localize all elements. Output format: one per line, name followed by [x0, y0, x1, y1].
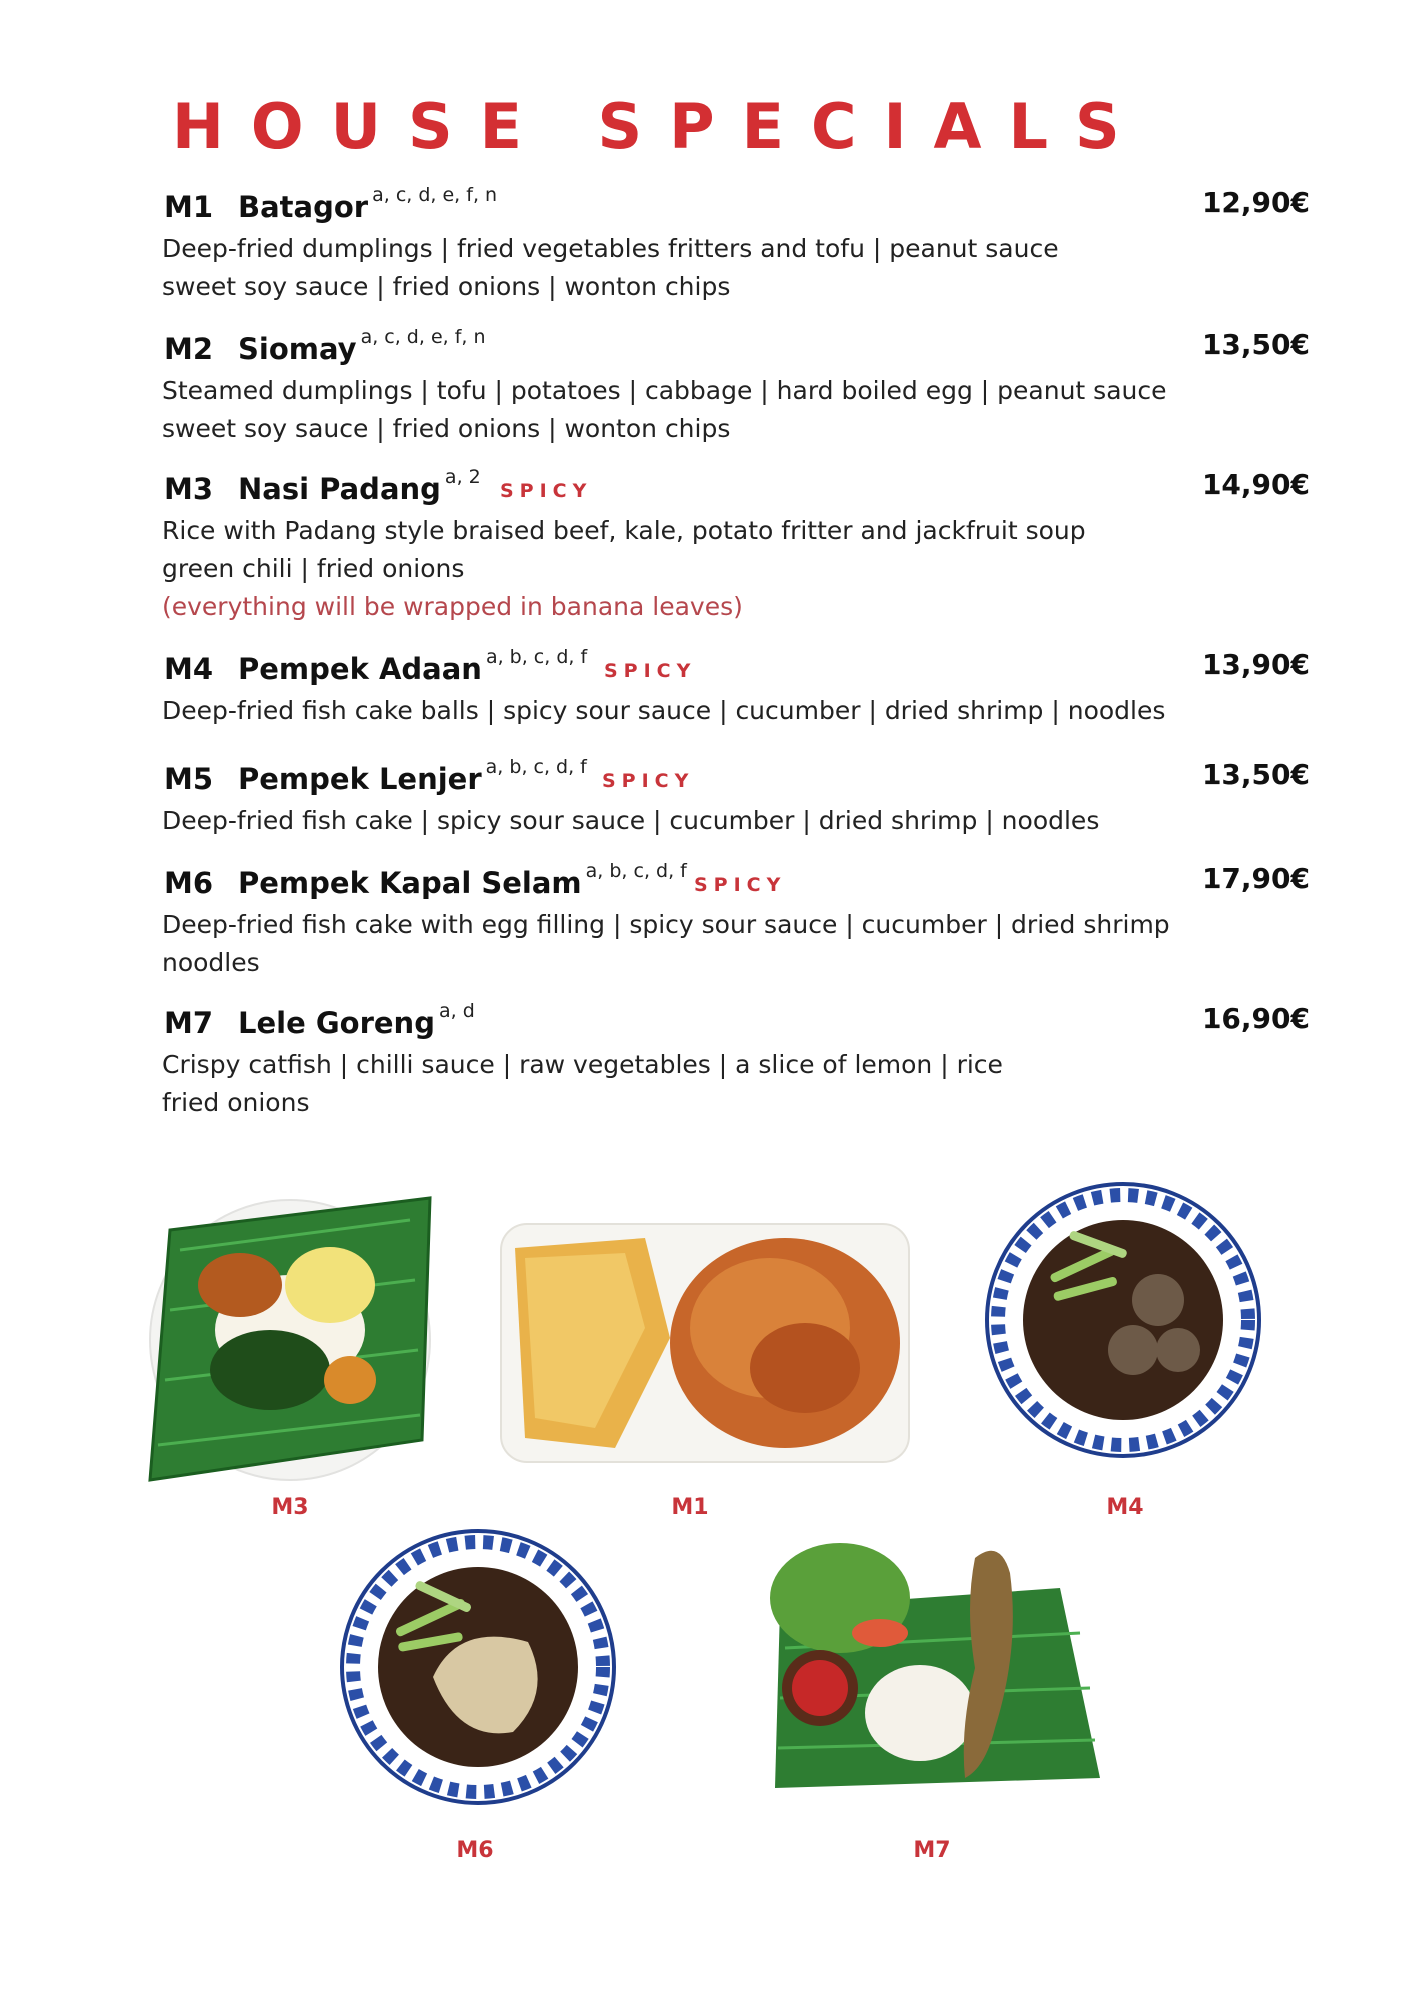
item-description-line: Crispy catfish | chilli sauce | raw vegetables | a slice of lemon | rice [162, 1050, 1003, 1079]
menu-item-m1 [160, 180, 1310, 306]
item-name: Lele Goreng $^{a, d}$ [238, 1000, 475, 1040]
item-code: M7 [164, 1006, 214, 1040]
item-code: M6 [164, 866, 214, 900]
spicy-badge: SPICY [694, 874, 787, 896]
item-name: Nasi Padang $^{a, 2}$ [238, 466, 481, 506]
item-price: 12,90€ [1201, 186, 1310, 219]
item-allergens: a, b, c, d, f [485, 756, 587, 778]
item-description-line: noodles [162, 948, 260, 977]
nasi-padang-photo [140, 1190, 440, 1490]
menu-item-m2 [160, 322, 1310, 448]
photo-label-m6: M6 [456, 1838, 494, 1863]
batagor-photo [495, 1218, 915, 1468]
photo-label-m4: M4 [1106, 1495, 1144, 1520]
item-description-line: sweet soy sauce | fried onions | wonton chips [162, 272, 731, 301]
pempek-adaan-photo [983, 1180, 1263, 1460]
item-description-line: Rice with Padang style braised beef, kale, potato fritter and jackfruit soup [162, 516, 1086, 545]
item-code: M1 [164, 190, 214, 224]
spicy-badge: SPICY [604, 660, 697, 682]
item-description-line: green chili | fried onions [162, 554, 465, 583]
item-price: 16,90€ [1201, 1002, 1310, 1035]
pempek-kapal-selam-photo [338, 1527, 618, 1807]
item-note: (everything will be wrapped in banana leaves) [162, 592, 743, 621]
item-allergens: a, b, c, d, f [485, 646, 588, 668]
item-price: 17,90€ [1201, 862, 1310, 895]
item-allergens: a, c, d, e, f, n [372, 184, 498, 206]
item-code: M5 [164, 762, 214, 796]
item-price: 13,50€ [1201, 758, 1310, 791]
menu-item-m6 [160, 856, 1310, 982]
item-code: M3 [164, 472, 214, 506]
item-name: Pempek Adaan $^{a, b, c, d, f}$ [238, 646, 588, 686]
item-price: 13,50€ [1201, 328, 1310, 361]
lele-goreng-photo [760, 1528, 1110, 1798]
item-name: Siomay $^{a, c, d, e, f, n}$ [238, 326, 486, 366]
item-name: Batagor $^{a, c, d, e, f, n}$ [238, 184, 498, 224]
item-allergens: a, b, c, d, f [585, 860, 687, 882]
item-allergens: a, d [438, 1000, 475, 1022]
item-description-line: Steamed dumplings | tofu | potatoes | cabbage | hard boiled egg | peanut sauce [162, 376, 1167, 405]
item-name: Pempek Kapal Selam $^{a, b, c, d, f}$ [238, 860, 687, 900]
item-description-line: Deep-fried dumplings | fried vegetables fritters and tofu | peanut sauce [162, 234, 1059, 263]
item-code: M4 [164, 652, 214, 686]
menu-item-m4 [160, 642, 1310, 730]
item-allergens: a, c, d, e, f, n [360, 326, 486, 348]
item-price: 13,90€ [1201, 648, 1310, 681]
menu-item-m5 [160, 752, 1310, 840]
item-description-line: fried onions [162, 1088, 310, 1117]
item-description-line: Deep-fried fish cake | spicy sour sauce | cucumber | dried shrimp | noodles [162, 806, 1100, 835]
item-name: Pempek Lenjer $^{a, b, c, d, f}$ [238, 756, 587, 796]
menu-item-m3 [160, 462, 1310, 626]
page-title: HOUSE SPECIALS [172, 90, 1147, 163]
item-code: M2 [164, 332, 214, 366]
spicy-badge: SPICY [500, 480, 593, 502]
item-price: 14,90€ [1201, 468, 1310, 501]
photo-label-m7: M7 [913, 1838, 951, 1863]
photo-label-m3: M3 [271, 1495, 309, 1520]
item-description-line: Deep-fried fish cake with egg filling | spicy sour sauce | cucumber | dried shrimp [162, 910, 1170, 939]
item-allergens: a, 2 [444, 466, 481, 488]
spicy-badge: SPICY [602, 770, 695, 792]
item-description-line: Deep-fried fish cake balls | spicy sour sauce | cucumber | dried shrimp | noodles [162, 696, 1166, 725]
photo-label-m1: M1 [671, 1495, 709, 1520]
menu-item-m7 [160, 996, 1310, 1122]
item-description-line: sweet soy sauce | fried onions | wonton chips [162, 414, 731, 443]
